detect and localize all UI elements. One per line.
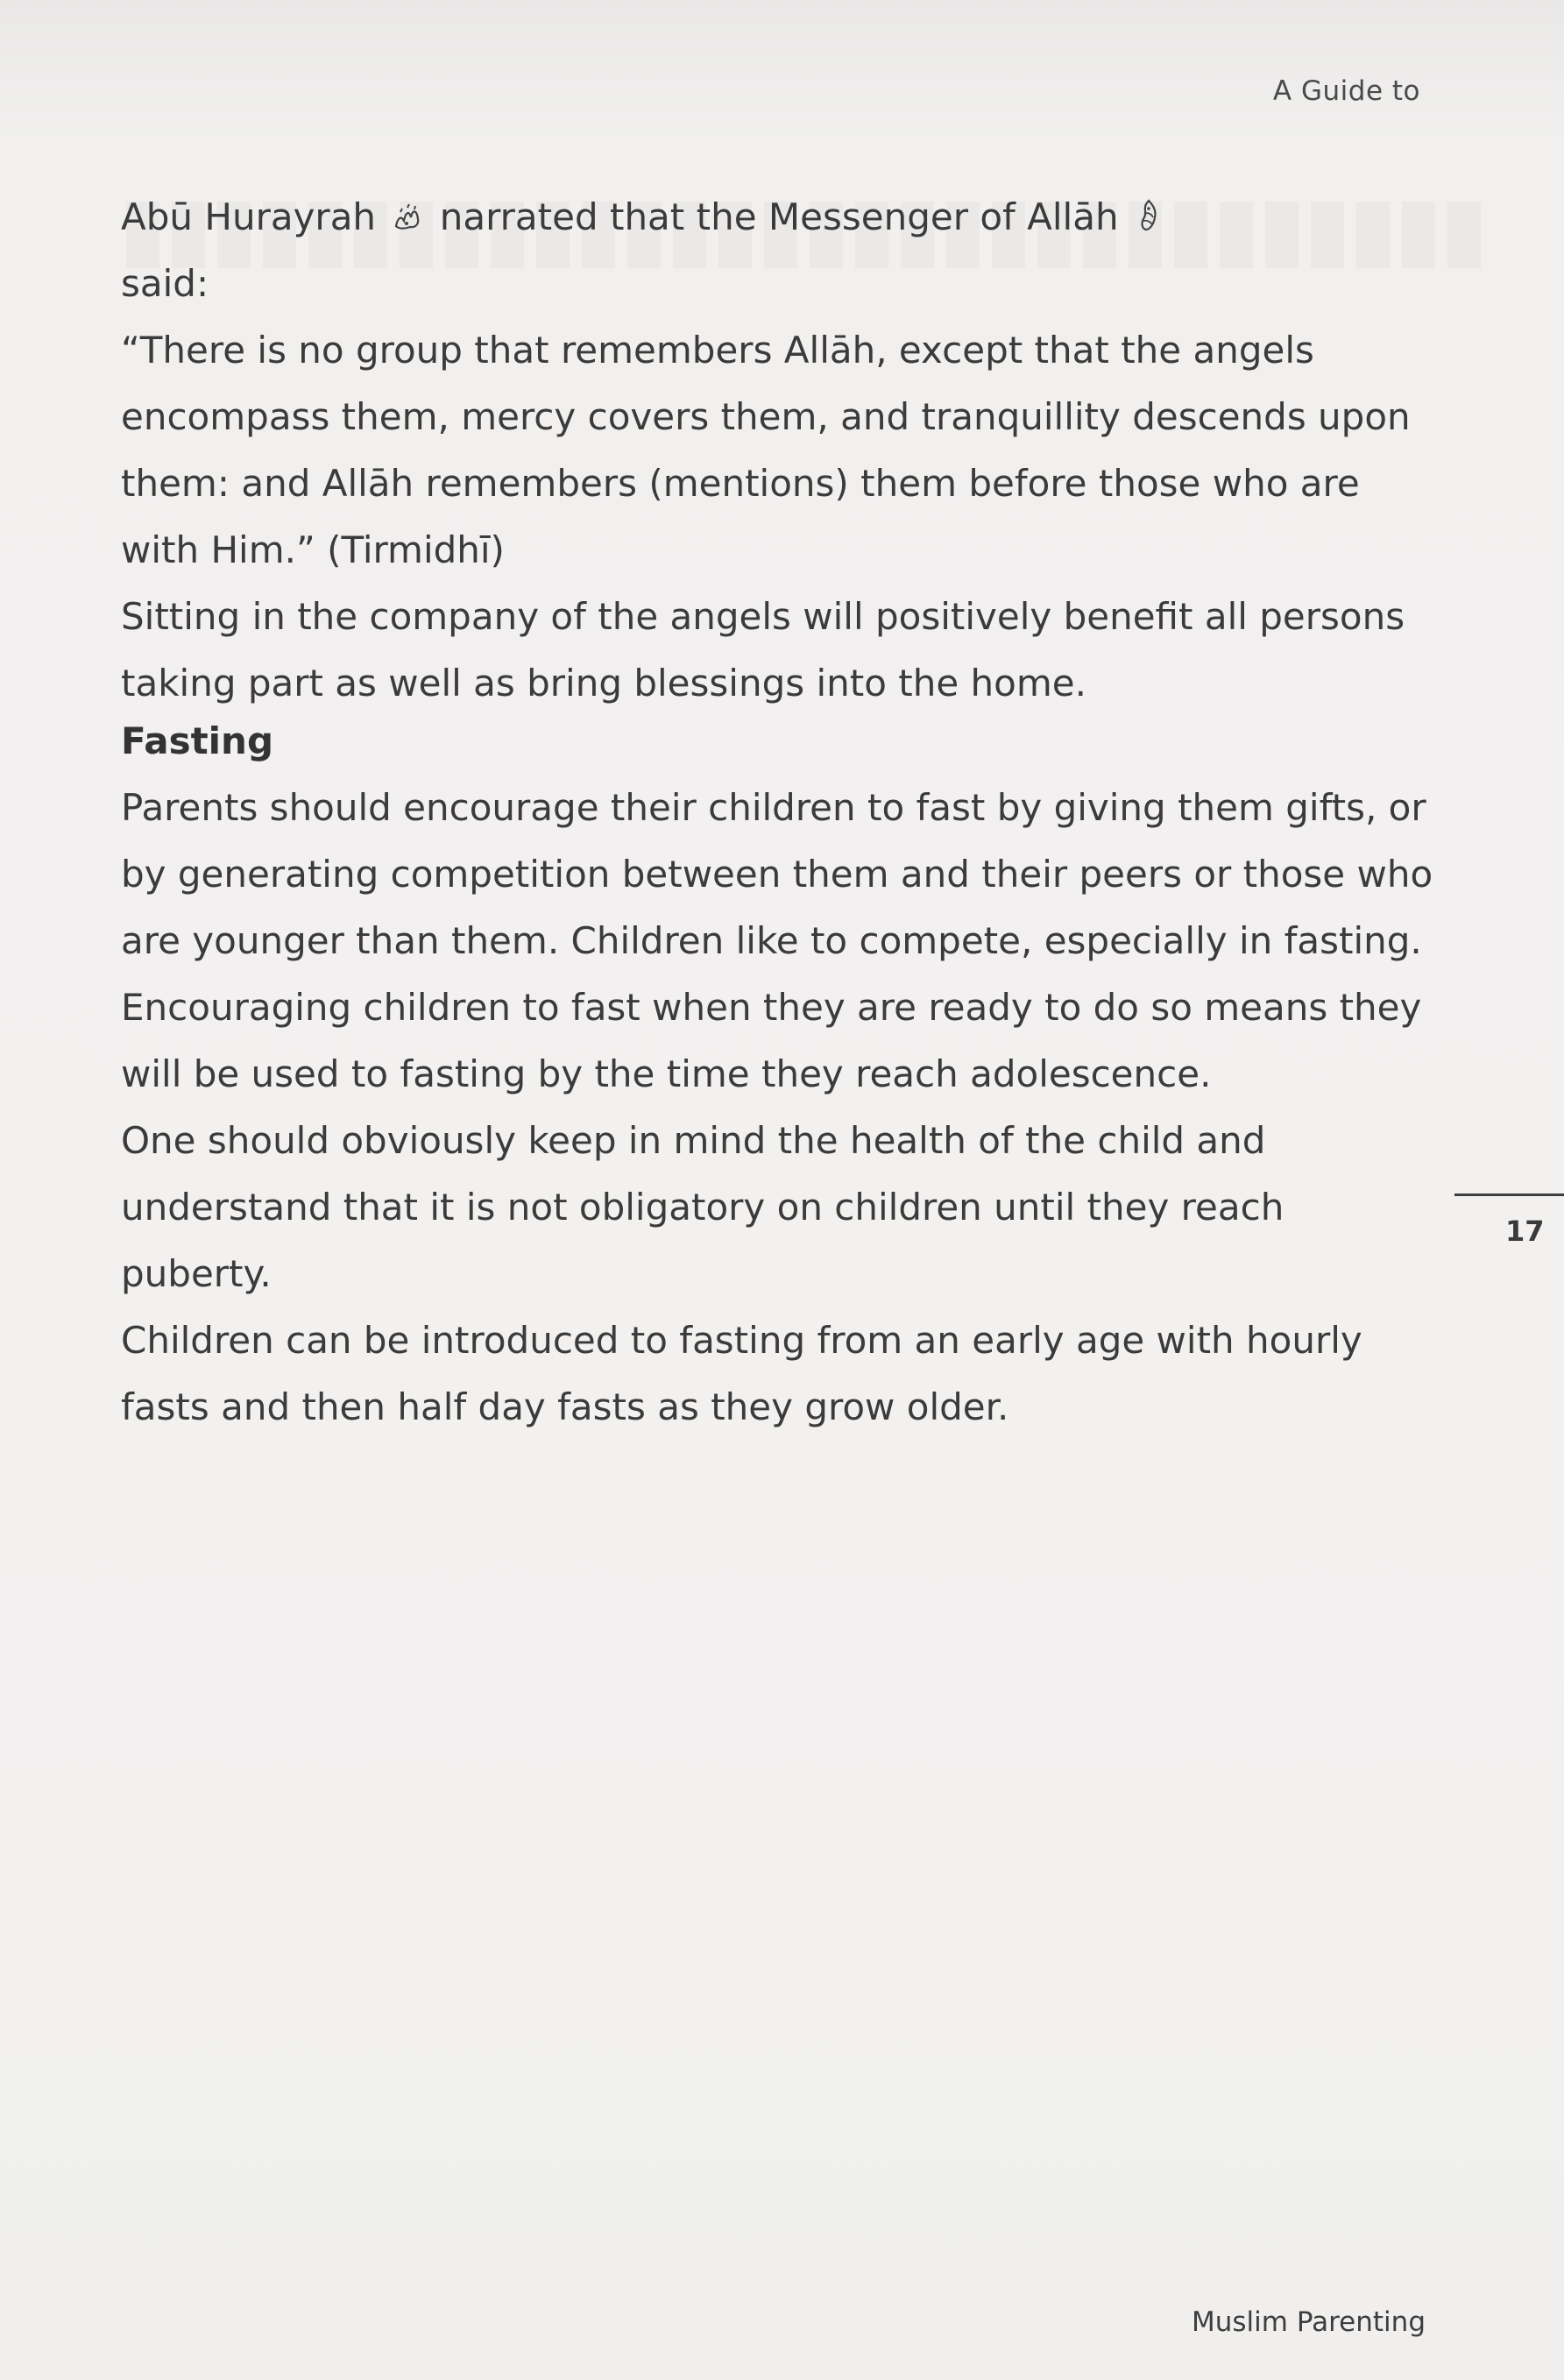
narration-text-3: said:	[121, 262, 209, 305]
page-content	[121, 184, 1435, 1441]
health-paragraph: One should obviously keep in mind the health of the child and understand that it is not obligatory on children until they reach puberty.	[121, 1119, 1284, 1295]
sitting-paragraph: Sitting in the company of the angels will positively benefit all persons taking part as well as bring blessings into the home.	[121, 595, 1405, 705]
page-number: 17	[1505, 1215, 1545, 1248]
narration-paragraph	[121, 184, 1435, 317]
running-foot: Muslim Parenting	[1192, 2306, 1426, 2338]
page-number-rule	[1454, 1194, 1564, 1196]
sallallahu-alayhi-wasallam-icon	[1136, 188, 1165, 221]
fasting-paragraph: Parents should encourage their children to fast by giving them gifts, or by generating competition between them and their peers or those who are younger than them. Children like to compete, especially in fasting. Encouraging children to fast when they are ready to do so means they will be used to fasting by the time they reach adolescence.	[121, 786, 1433, 1095]
radiyallahu-anhu-icon	[393, 188, 422, 221]
running-head: A Guide to	[1272, 75, 1420, 107]
early-age-paragraph: Children can be introduced to fasting from an early age with hourly fasts and then half day fasts as they grow older.	[121, 1319, 1362, 1428]
narration-text-1: Abū Hurayrah	[121, 195, 377, 238]
section-heading-fasting: Fasting	[121, 719, 274, 762]
hadith-quote: “There is no group that remembers Allāh, except that the angels encompass them, mercy covers them, and tranquillity descends upon them: and Allāh remembers (mentions) them before those who are with Him.” (Tirmidhī)	[121, 329, 1411, 571]
narration-text-2: narrated that the Messenger of Allāh	[439, 195, 1119, 238]
